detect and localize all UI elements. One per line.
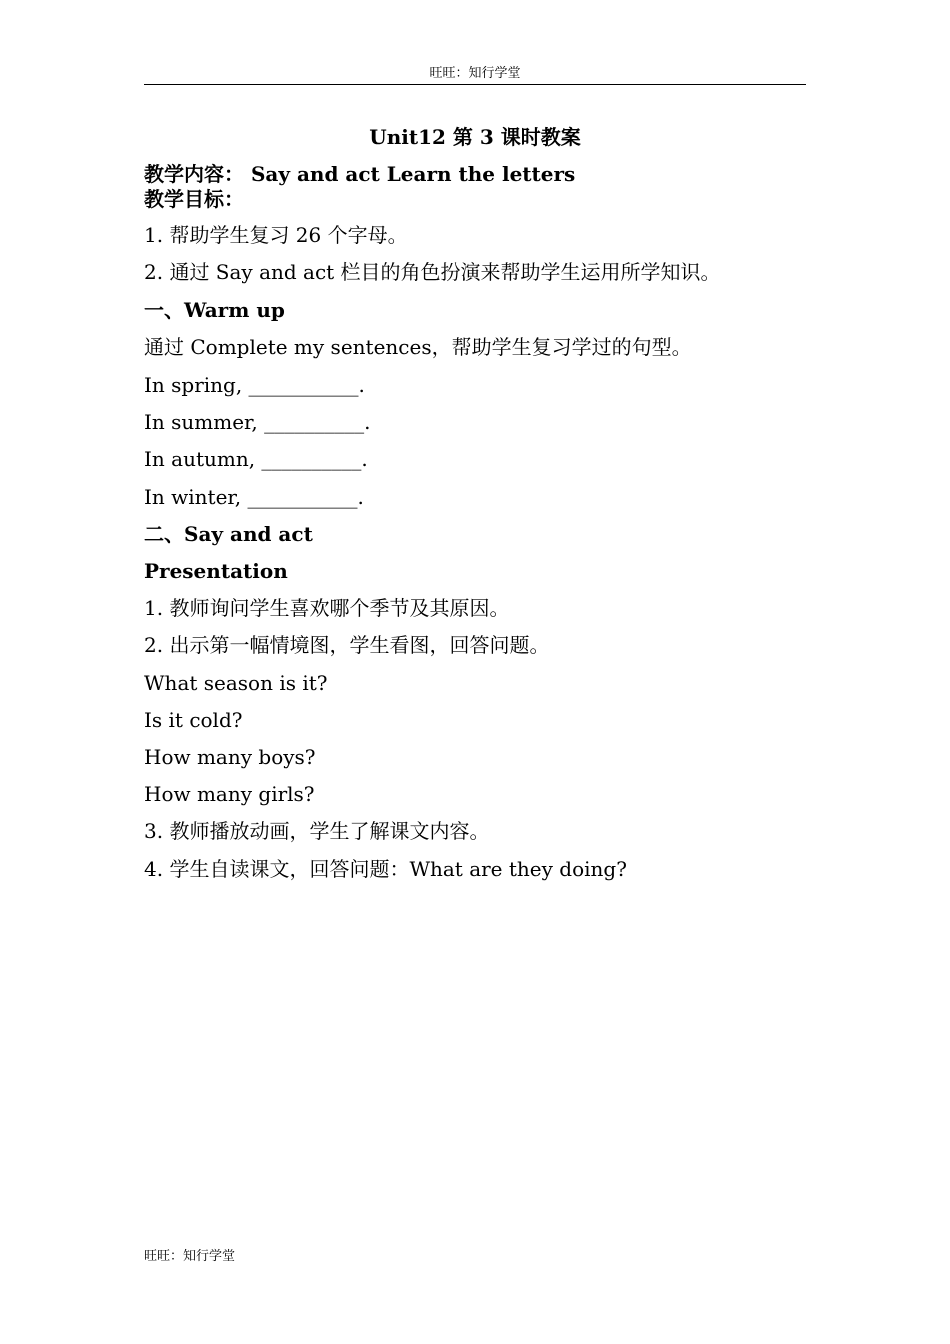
presentation-step-1: 1. 教师询问学生喜欢哪个季节及其原因。 — [144, 596, 510, 620]
question-boys: How many boys? — [144, 745, 316, 769]
page-footer-text: 旺旺：知行学堂 — [144, 1249, 236, 1264]
document-title: Unit12 第 3 课时教案 — [369, 125, 581, 149]
teaching-content-line: 教学内容： Say and act Learn the letters — [144, 162, 576, 186]
question-season: What season is it? — [144, 671, 328, 695]
warm-up-instruction: 通过 Complete my sentences，帮助学生复习学过的句型。 — [144, 335, 692, 359]
sentence-winter: In winter, ___________. — [144, 485, 364, 509]
subheading-presentation: Presentation — [144, 559, 288, 583]
sentence-spring: In spring, ___________. — [144, 373, 365, 397]
page-header — [144, 66, 806, 85]
sentence-autumn: In autumn, __________. — [144, 447, 368, 471]
section-heading-say-and-act: 二、Say and act — [144, 522, 313, 546]
goal-item-2: 2. 通过 Say and act 栏目的角色扮演来帮助学生运用所学知识。 — [144, 260, 721, 284]
page-header-text: 旺旺：知行学堂 — [429, 66, 521, 81]
teaching-goals-heading: 教学目标： — [144, 187, 244, 211]
presentation-step-4: 4. 学生自读课文，回答问题：What are they doing? — [144, 857, 627, 881]
page-footer — [144, 1249, 235, 1265]
presentation-step-3: 3. 教师播放动画，学生了解课文内容。 — [144, 819, 490, 843]
goal-item-1: 1. 帮助学生复习 26 个字母。 — [144, 223, 408, 247]
question-girls: How many girls? — [144, 782, 315, 806]
section-heading-warm-up: 一、Warm up — [144, 298, 285, 322]
sentence-summer: In summer, __________. — [144, 410, 371, 434]
question-cold: Is it cold? — [144, 708, 243, 732]
presentation-step-2: 2. 出示第一幅情境图，学生看图，回答问题。 — [144, 633, 550, 657]
